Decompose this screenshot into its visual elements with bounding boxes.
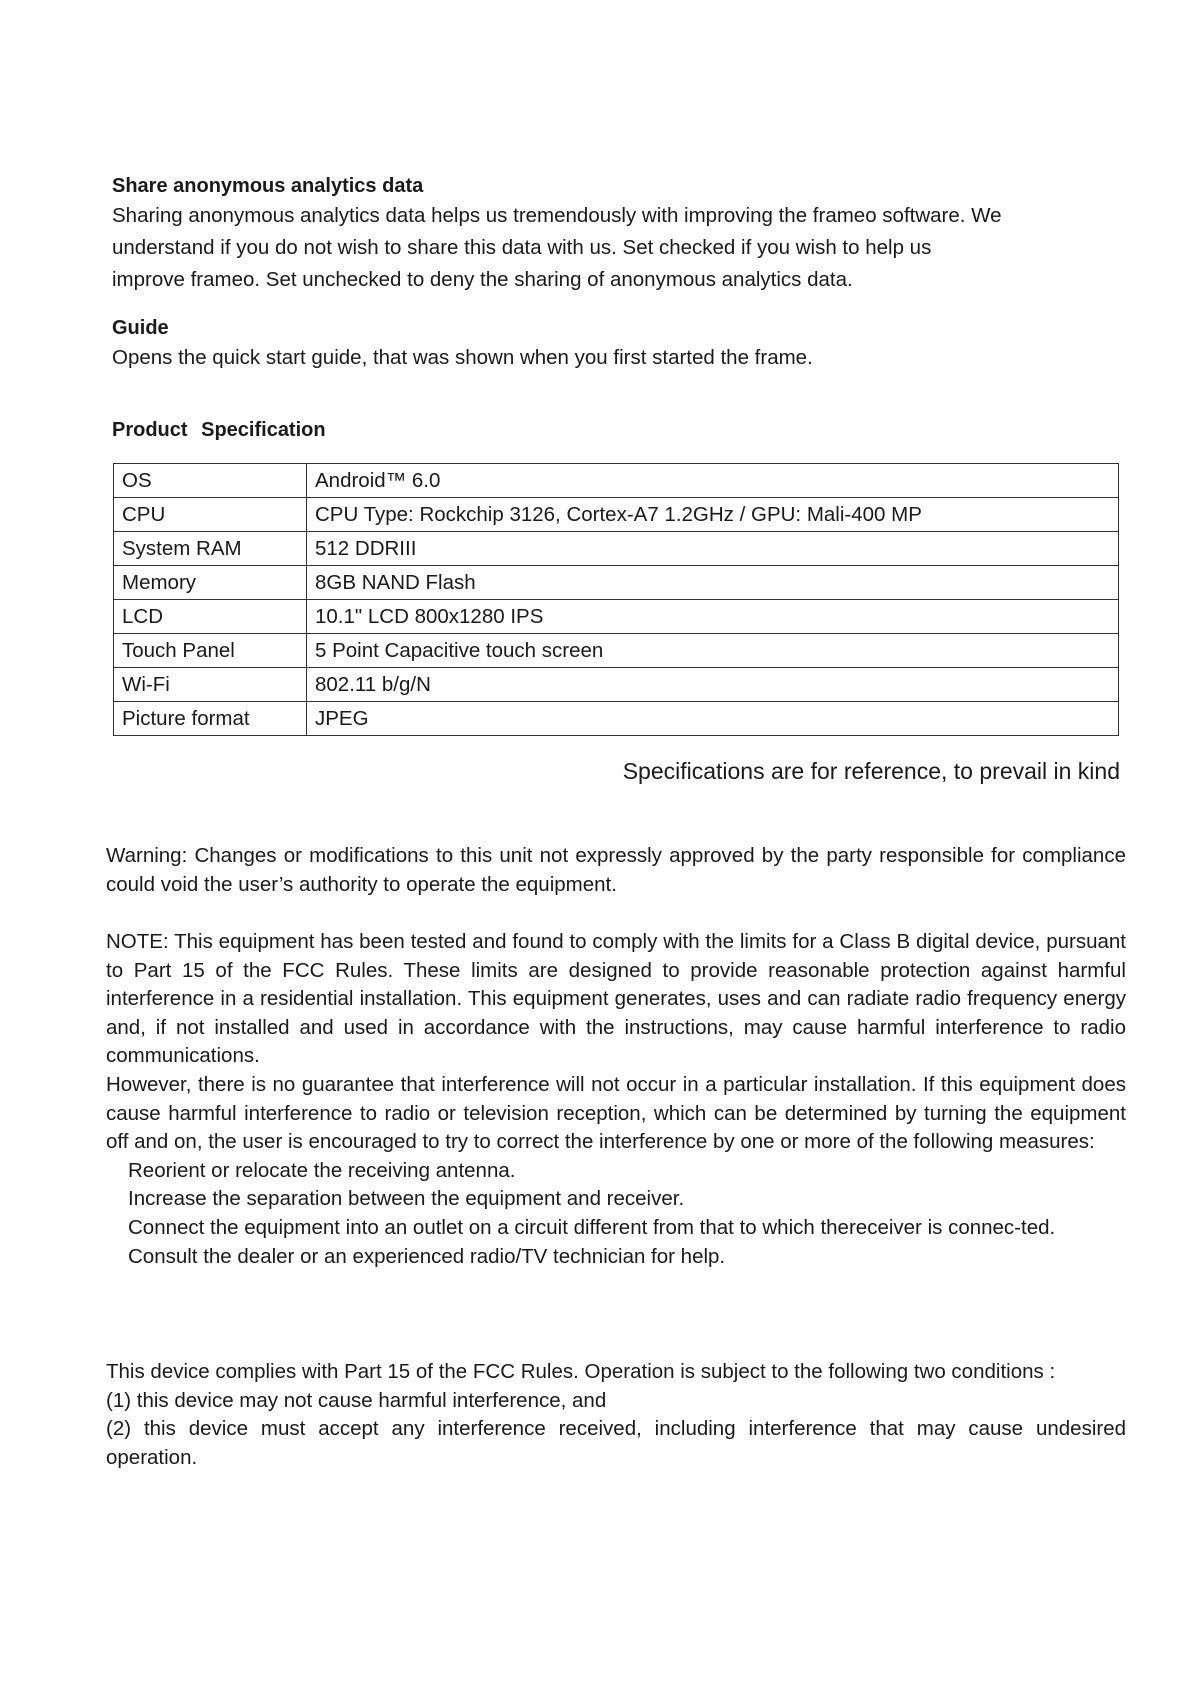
spec-key: OS — [114, 464, 307, 498]
measure-item: Connect the equipment into an outlet on a circuit different from that to which thereceiver is connec-ted. — [128, 1215, 1056, 1239]
fcc-note-however: However, there is no guarantee that interference will not occur in a particular installation. If this equipment does cause harmful interference to radio or television reception, which can be determined by turning the equipment off and on, the user is encouraged to try to correct the interference by one or more of the following measures: — [106, 1072, 1126, 1154]
spec-note: Specifications are for reference, to prevail in kind — [622, 758, 1120, 784]
guide-heading: Guide — [112, 317, 169, 339]
table-row — [114, 600, 1119, 634]
table-row — [114, 702, 1119, 736]
analytics-line: improve frameo. Set unchecked to deny the sharing of anonymous analytics data. — [112, 268, 853, 291]
analytics-heading: Share anonymous analytics data — [112, 175, 424, 197]
measure-item: Reorient or relocate the receiving antenna. — [128, 1158, 516, 1182]
warning-paragraph — [106, 842, 1126, 899]
fcc-note-section — [106, 928, 1126, 1271]
spec-key: LCD — [114, 600, 307, 634]
spec-table — [113, 463, 1119, 736]
spec-key: CPU — [114, 498, 307, 532]
analytics-line: Sharing anonymous analytics data helps us tremendously with improving the frameo software. We — [112, 204, 1002, 227]
spec-value: 8GB NAND Flash — [307, 566, 1119, 600]
spec-key: System RAM — [114, 532, 307, 566]
spec-value: 512 DDRIII — [307, 532, 1119, 566]
compliance-condition: (1) this device may not cause harmful interference, and — [106, 1388, 607, 1412]
warning-text: Warning: Changes or modifications to this unit not expressly approved by the party responsible for compliance could void the user’s authority to operate the equipment. — [106, 844, 1126, 896]
measure-item: Consult the dealer or an experienced radio/TV technician for help. — [128, 1244, 726, 1268]
spec-key: Picture format — [114, 702, 307, 736]
guide-section — [112, 314, 1092, 374]
spec-key: Touch Panel — [114, 634, 307, 668]
table-row — [114, 668, 1119, 702]
spec-value: 802.11 b/g/N — [307, 668, 1119, 702]
spec-value: CPU Type: Rockchip 3126, Cortex-A7 1.2GHz / GPU: Mali-400 MP — [307, 498, 1119, 532]
compliance-condition: (2) this device must accept any interference received, including interference that may cause undesired operation. — [106, 1417, 1126, 1469]
spec-title: Product Specification — [112, 419, 326, 441]
spec-value: Android™ 6.0 — [307, 464, 1119, 498]
guide-text: Opens the quick start guide, that was shown when you first started the frame. — [112, 346, 813, 369]
table-row — [114, 566, 1119, 600]
table-row — [114, 498, 1119, 532]
table-row — [114, 464, 1119, 498]
table-row — [114, 532, 1119, 566]
fcc-note-intro: NOTE: This equipment has been tested and found to comply with the limits for a Class B digital device, pursuant to Part 15 of the FCC Rules. These limits are designed to provide reasonable protection against harmful interference in a residential installation. This equipment generates, uses and can radiate radio frequency energy and, if not installed and used in accordance with the instructions, may cause harmful interference to radio communications. — [106, 930, 1126, 1068]
compliance-section — [106, 1358, 1126, 1472]
spec-value: JPEG — [307, 702, 1119, 736]
analytics-section — [112, 172, 1092, 296]
spec-key: Wi-Fi — [114, 668, 307, 702]
spec-key: Memory — [114, 566, 307, 600]
analytics-line: understand if you do not wish to share this data with us. Set checked if you wish to help us — [112, 236, 932, 259]
compliance-intro: This device complies with Part 15 of the FCC Rules. Operation is subject to the following two conditions : — [106, 1360, 1056, 1383]
measure-item: Increase the separation between the equipment and receiver. — [128, 1187, 685, 1211]
table-row — [114, 634, 1119, 668]
spec-value: 5 Point Capacitive touch screen — [307, 634, 1119, 668]
spec-value: 10.1" LCD 800x1280 IPS — [307, 600, 1119, 634]
